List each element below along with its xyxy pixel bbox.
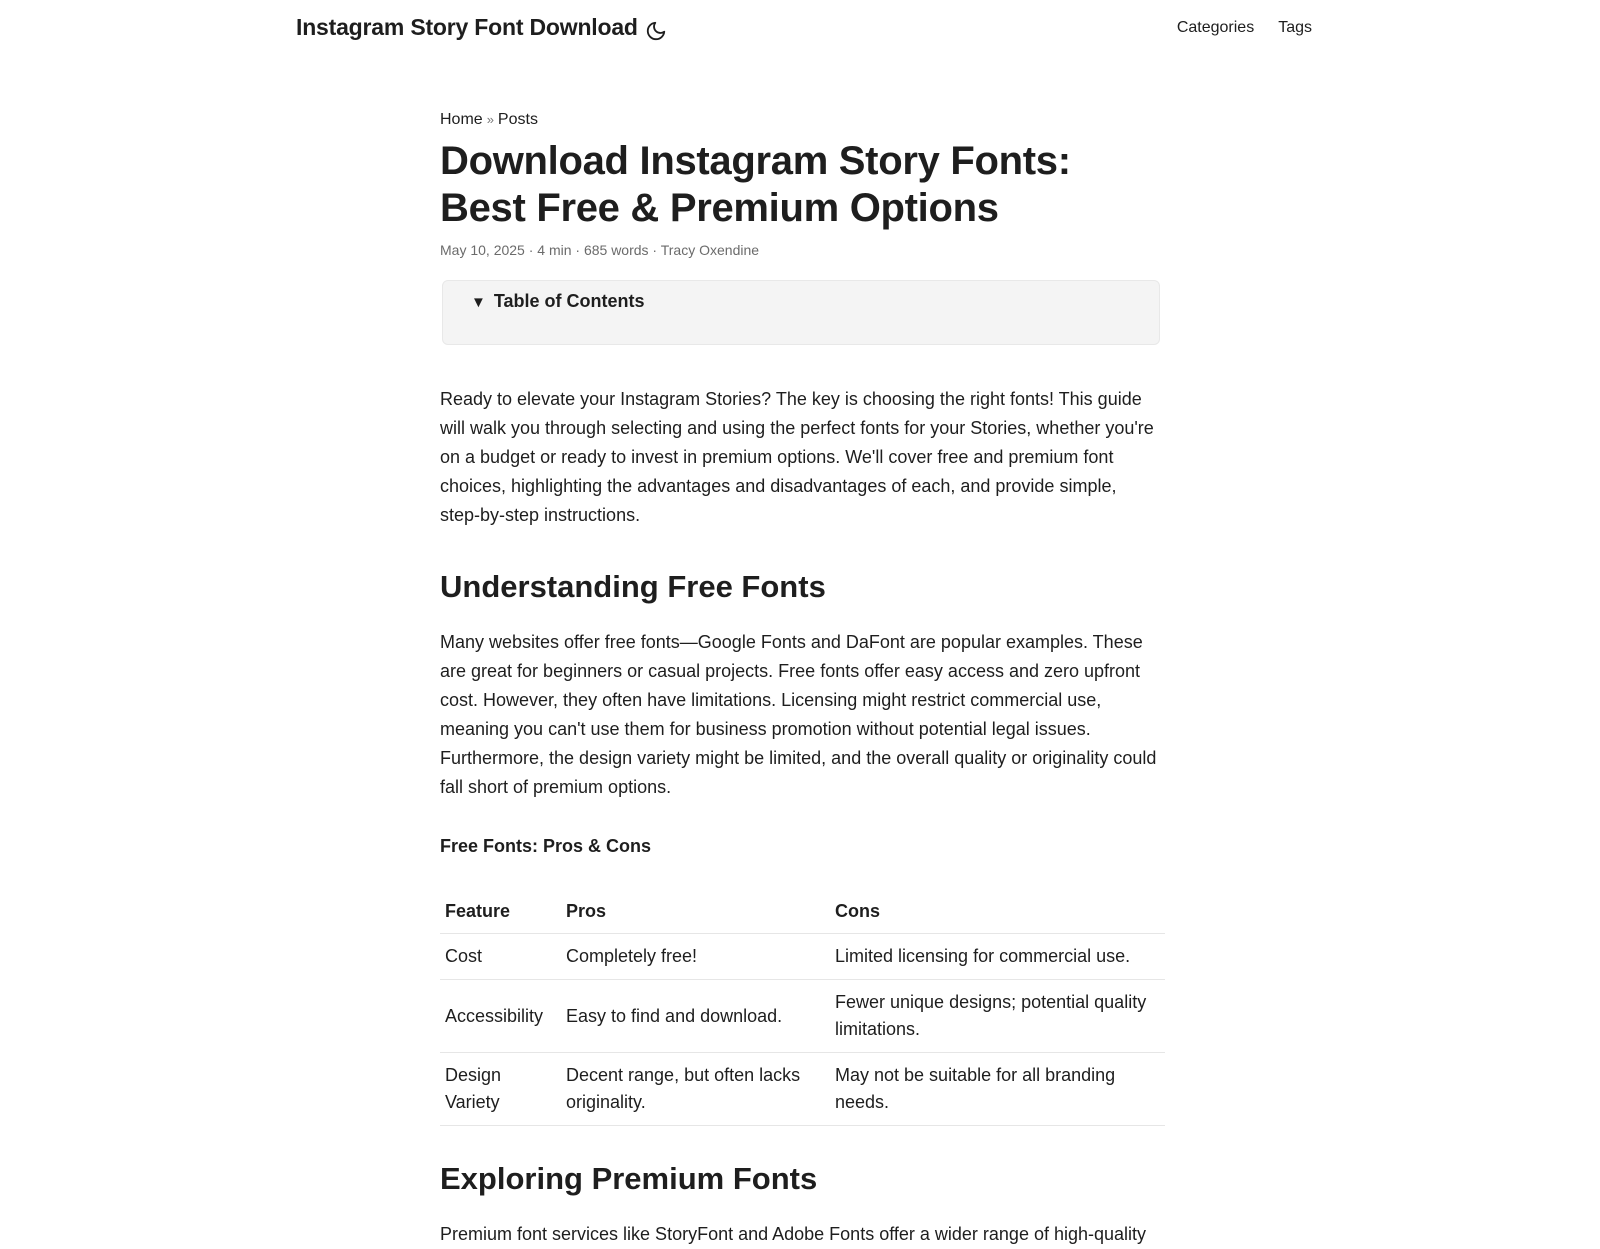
table-cell: Accessibility [440, 980, 561, 1053]
site-logo-link[interactable]: Instagram Story Font Download [296, 14, 638, 40]
triangle-down-icon: ▼ [471, 294, 486, 311]
site-header [0, 0, 1600, 60]
free-fonts-paragraph: Many websites offer free fonts—Google Fonts and DaFont are popular examples. These are great for beginners or casual projects. Free fonts offer easy access and zero upfront cost. However, they often have limitations. Licensing might restrict commercial use, meaning you can't use them for business promotion without potential legal issues. Furthermore, the design variety might be limited, and the overall quality or originality could fall short of premium options. [440, 632, 1157, 797]
table-row [440, 980, 1165, 1053]
table-cell: Fewer unique designs; potential quality limitations. [830, 980, 1165, 1053]
breadcrumb-separator: » [486, 112, 494, 127]
table-header-cell: Pros [561, 891, 830, 934]
post-content [440, 385, 1160, 1249]
post-main [440, 108, 1160, 1249]
breadcrumb [440, 108, 1160, 132]
table-of-contents [442, 280, 1160, 345]
table-row [440, 1053, 1165, 1126]
toc-label: Table of Contents [493, 291, 645, 311]
post-meta: May 10, 2025 · 4 min · 685 words · Tracy Oxendine [440, 242, 760, 258]
toc-toggle[interactable] [471, 291, 1159, 312]
pros-cons-table [440, 891, 1165, 1126]
table-header-cell: Cons [830, 891, 1165, 934]
breadcrumb-posts-link[interactable]: Posts [497, 111, 538, 128]
table-header-row [440, 891, 1165, 934]
table-cell: Limited licensing for commercial use. [830, 934, 1165, 980]
intro-paragraph: Ready to elevate your Instagram Stories? The key is choosing the right fonts! This guide will walk you through selecting and using the perfect fonts for your Stories, whether you're on a budget or ready to invest in premium options. We'll cover free and premium font choices, highlighting the advantages and disadvantages of each, and provide simple, step-by-step instructions. [440, 389, 1154, 525]
nav-link-categories[interactable]: Categories [1176, 19, 1255, 36]
table-cell: May not be suitable for all branding needs. [830, 1053, 1165, 1126]
table-row [440, 934, 1165, 980]
nav-link-tags[interactable]: Tags [1278, 19, 1312, 36]
premium-fonts-paragraph: Premium font services like StoryFont and Adobe Fonts offer a wider range of high-quality [440, 1224, 1147, 1244]
table-cell: Easy to find and download. [561, 980, 830, 1053]
section-heading-free-fonts: Understanding Free Fonts [440, 569, 826, 604]
moon-icon[interactable] [645, 20, 667, 42]
main-nav [1177, 19, 1312, 37]
table-cell: Design Variety [440, 1053, 561, 1126]
table-cell: Completely free! [561, 934, 830, 980]
table-cell: Cost [440, 934, 561, 980]
table-header-cell: Feature [440, 891, 561, 934]
table-caption: Free Fonts: Pros & Cons [440, 836, 652, 856]
table-cell: Decent range, but often lacks originality. [561, 1053, 830, 1126]
breadcrumb-home-link[interactable]: Home [440, 111, 483, 128]
section-heading-premium-fonts: Exploring Premium Fonts [440, 1161, 818, 1196]
page-title: Download Instagram Story Fonts: Best Free & Premium Options [440, 139, 1071, 230]
